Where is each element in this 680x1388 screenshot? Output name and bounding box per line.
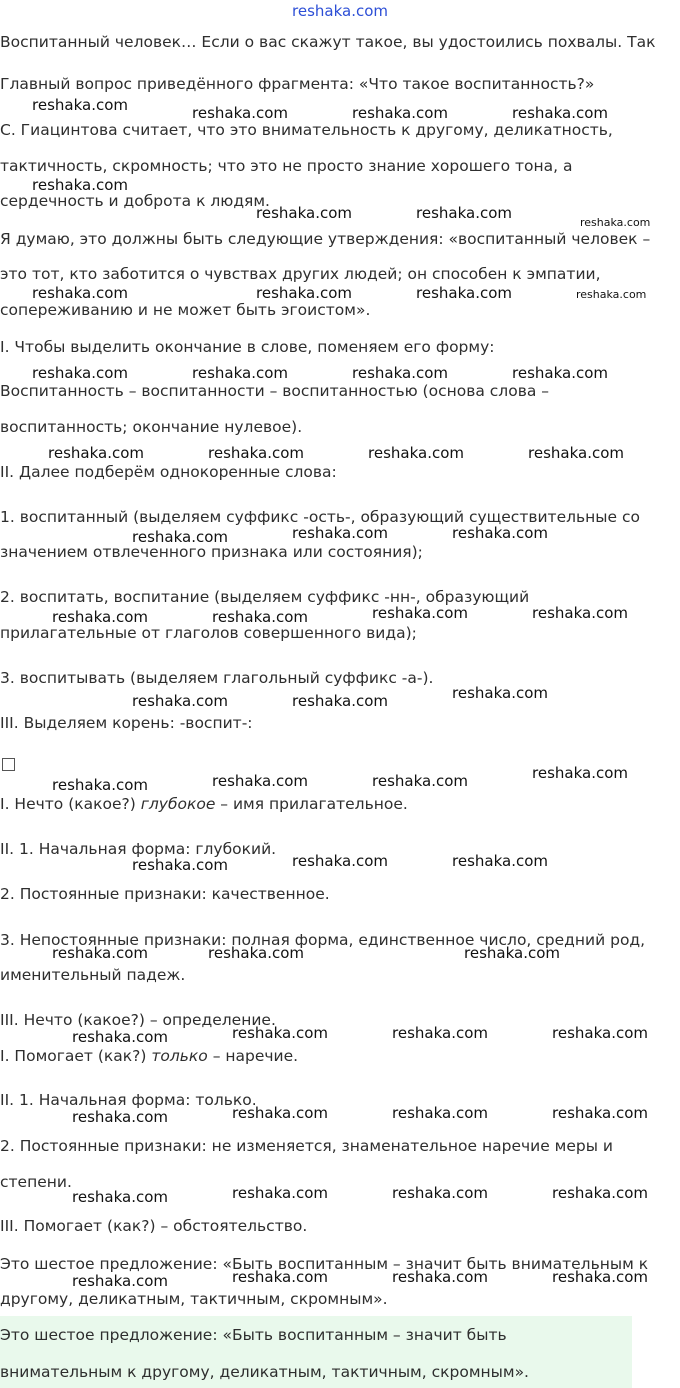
paragraph-main-question: Главный вопрос приведённого фрагмента: «Что такое воспитанность?» [0, 75, 595, 93]
watermark: reshaka.com [52, 776, 148, 794]
paragraph-opinion-3: сопереживанию и не может быть эгоистом». [0, 301, 371, 319]
watermark: reshaka.com [212, 772, 308, 790]
paragraph-giatsintova-2: тактичность, скромность; что это не просто знание хорошего тона, а [0, 157, 573, 175]
paragraph-opinion-2: это тот, кто заботится о чувствах других людей; он способен к эмпатии, [0, 265, 601, 283]
watermark: reshaka.com [192, 104, 288, 122]
adjective-text-post: – имя прилагательное. [215, 795, 408, 813]
paragraph-related-words: II. Далее подберём однокоренные слова: [0, 463, 337, 481]
watermark: reshaka.com [576, 288, 647, 301]
watermark: reshaka.com [552, 1024, 648, 1042]
paragraph-sixth-sentence-2: другому, деликатным, тактичным, скромным». [0, 1290, 388, 1308]
watermark: reshaka.com [132, 692, 228, 710]
watermark: reshaka.com [352, 104, 448, 122]
image-placeholder-box [2, 758, 15, 771]
paragraph-adverb-constant-1: 2. Постоянные признаки: не изменяется, знаменательное наречие меры и [0, 1137, 613, 1155]
watermark: reshaka.com [52, 608, 148, 626]
adverb-text-pre: I. Помогает (как?) [0, 1047, 152, 1065]
watermark: reshaka.com [552, 1104, 648, 1122]
watermark: reshaka.com [32, 284, 128, 302]
adverb-word: только [151, 1047, 208, 1065]
paragraph-word-3: 3. воспитывать (выделяем глагольный суффикс -а-). [0, 669, 434, 687]
adjective-text-pre: I. Нечто (какое?) [0, 795, 141, 813]
site-title-link[interactable]: reshaka.com [292, 2, 388, 20]
watermark: reshaka.com [552, 1184, 648, 1202]
paragraph-intro: Воспитанный человек… Если о вас скажут такое, вы удостоились похвалы. Так [0, 33, 656, 51]
watermark: reshaka.com [52, 944, 148, 962]
watermark: reshaka.com [368, 444, 464, 462]
watermark: reshaka.com [552, 1268, 648, 1286]
answer-line-1: Это шестое предложение: «Быть воспитанным – значит быть [0, 1326, 507, 1344]
watermark: reshaka.com [512, 364, 608, 382]
paragraph-adjective-variable-2: именительный падеж. [0, 966, 186, 984]
watermark: reshaka.com [372, 772, 468, 790]
watermark: reshaka.com [392, 1268, 488, 1286]
watermark: reshaka.com [72, 1272, 168, 1290]
paragraph-adjective-analysis [0, 794, 408, 814]
watermark: reshaka.com [32, 96, 128, 114]
adjective-word: глубокое [140, 795, 216, 813]
watermark: reshaka.com [132, 856, 228, 874]
watermark: reshaka.com [192, 364, 288, 382]
watermark: reshaka.com [392, 1024, 488, 1042]
paragraph-adverb-role: III. Помогает (как?) – обстоятельство. [0, 1217, 308, 1235]
watermark: reshaka.com [532, 604, 628, 622]
watermark: reshaka.com [208, 944, 304, 962]
paragraph-sixth-sentence-1: Это шестое предложение: «Быть воспитанным – значит быть внимательным к [0, 1255, 649, 1273]
watermark: reshaka.com [452, 524, 548, 542]
adverb-text-post: – наречие. [207, 1047, 299, 1065]
watermark: reshaka.com [48, 444, 144, 462]
watermark: reshaka.com [72, 1028, 168, 1046]
watermark: reshaka.com [528, 444, 624, 462]
watermark: reshaka.com [416, 204, 512, 222]
watermark: reshaka.com [352, 364, 448, 382]
watermark: reshaka.com [232, 1024, 328, 1042]
paragraph-adjective-variable-1: 3. Непостоянные признаки: полная форма, единственное число, средний род, [0, 931, 646, 949]
paragraph-giatsintova-1: С. Гиацинтова считает, что это внимательность к другому, деликатность, [0, 121, 613, 139]
watermark: reshaka.com [232, 1184, 328, 1202]
watermark: reshaka.com [292, 852, 388, 870]
watermark: reshaka.com [292, 524, 388, 542]
watermark: reshaka.com [372, 604, 468, 622]
watermark: reshaka.com [212, 608, 308, 626]
watermark: reshaka.com [232, 1104, 328, 1122]
watermark: reshaka.com [452, 684, 548, 702]
paragraph-ending-task: I. Чтобы выделить окончание в слове, поменяем его форму: [0, 338, 495, 356]
paragraph-adjective-initial: II. 1. Начальная форма: глубокий. [0, 840, 277, 858]
watermark: reshaka.com [32, 364, 128, 382]
answer-line-2: внимательным к другому, деликатным, тактичным, скромным». [0, 1363, 529, 1381]
watermark: reshaka.com [292, 692, 388, 710]
paragraph-adverb-constant-2: степени. [0, 1173, 72, 1191]
watermark: reshaka.com [392, 1104, 488, 1122]
watermark: reshaka.com [256, 204, 352, 222]
watermark: reshaka.com [32, 176, 128, 194]
watermark: reshaka.com [392, 1184, 488, 1202]
watermark: reshaka.com [580, 216, 651, 229]
watermark: reshaka.com [132, 528, 228, 546]
watermark: reshaka.com [452, 852, 548, 870]
watermark: reshaka.com [416, 284, 512, 302]
watermark: reshaka.com [512, 104, 608, 122]
watermark: reshaka.com [232, 1268, 328, 1286]
paragraph-adverb-initial: II. 1. Начальная форма: только. [0, 1091, 257, 1109]
watermark: reshaka.com [72, 1108, 168, 1126]
paragraph-giatsintova-3: сердечность и доброта к людям. [0, 192, 270, 210]
watermark: reshaka.com [464, 944, 560, 962]
paragraph-adjective-constant: 2. Постоянные признаки: качественное. [0, 885, 330, 903]
paragraph-root: III. Выделяем корень: -воспит-: [0, 714, 253, 732]
paragraph-word-1a: 1. воспитанный (выделяем суффикс -ость-, образующий существительные со [0, 508, 641, 526]
watermark: reshaka.com [532, 764, 628, 782]
paragraph-adverb-analysis [0, 1046, 298, 1066]
paragraph-adjective-role: III. Нечто (какое?) – определение. [0, 1011, 276, 1029]
watermark: reshaka.com [72, 1188, 168, 1206]
paragraph-word-1b: значением отвлеченного признака или состояния); [0, 543, 423, 561]
paragraph-forms-2: воспитанность; окончание нулевое). [0, 418, 303, 436]
paragraph-opinion-1: Я думаю, это должны быть следующие утверждения: «воспитанный человек – [0, 230, 651, 248]
paragraph-word-2b: прилагательные от глаголов совершенного вида); [0, 624, 417, 642]
watermark: reshaka.com [256, 284, 352, 302]
watermark: reshaka.com [208, 444, 304, 462]
paragraph-word-2a: 2. воспитать, воспитание (выделяем суффикс -нн-, образующий [0, 588, 530, 606]
paragraph-forms-1: Воспитанность – воспитанности – воспитанностью (основа слова – [0, 382, 550, 400]
